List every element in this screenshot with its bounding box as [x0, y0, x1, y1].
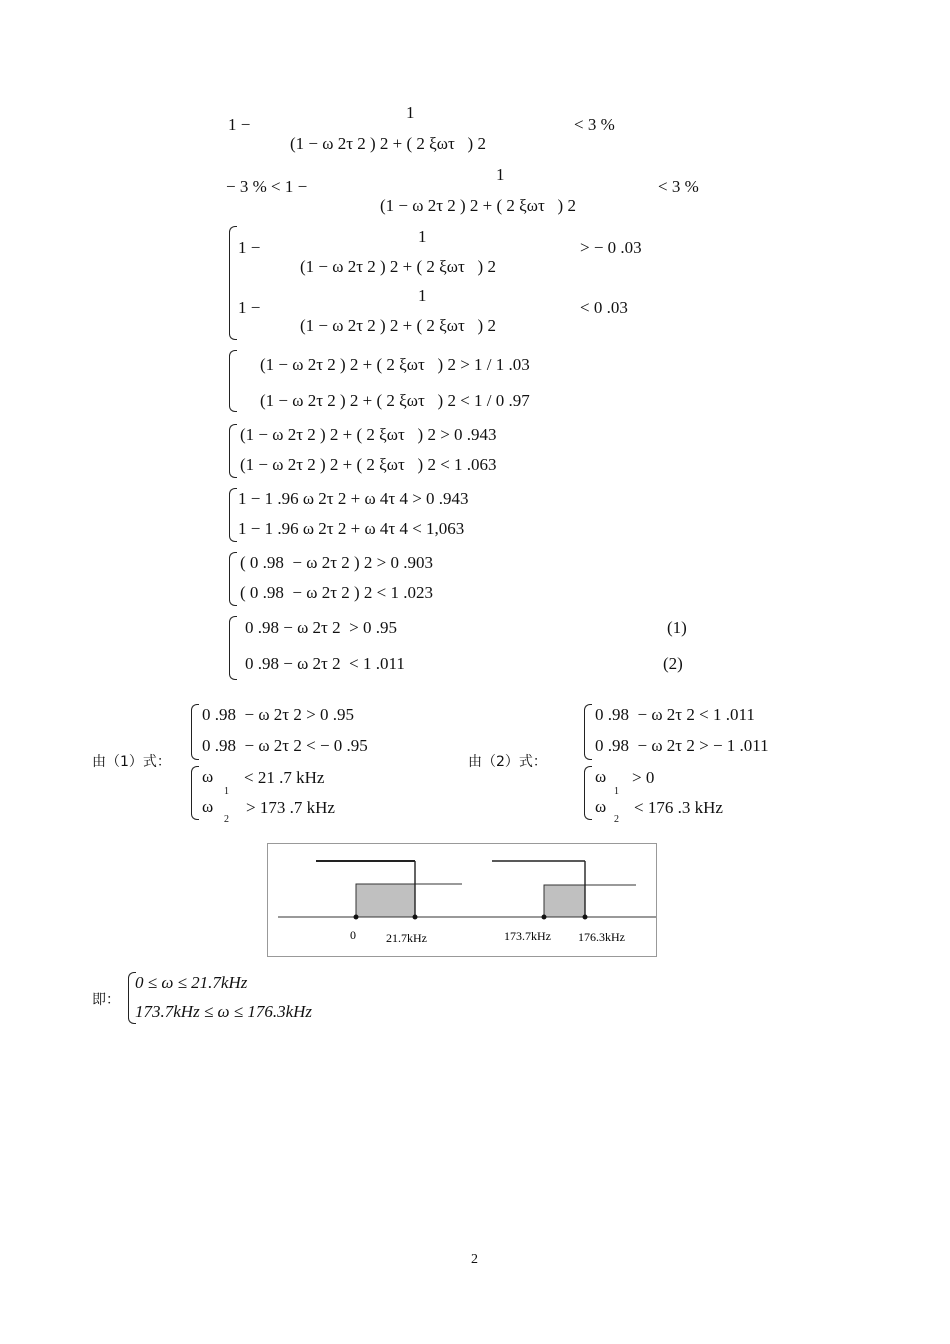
case2-top-line-1: 0 .98 − ω 2τ 2 < 1 .011	[595, 705, 755, 724]
sys1a-denominator: (1 − ω 2τ 2 ) 2 + ( 2 ξωτ ) 2	[300, 257, 496, 276]
sys6-line-1: 0 .98 − ω 2τ 2 > 0 .95	[245, 618, 397, 637]
eq1-denominator: (1 − ω 2τ 2 ) 2 + ( 2 ξωτ ) 2	[290, 134, 486, 153]
tick-label-173-7: 173.7kHz	[504, 929, 551, 943]
case2-omega-1: ω	[595, 767, 607, 786]
case1-range-1-text: < 21 .7 kHz	[244, 768, 325, 787]
sys1b-lhs: 1 −	[238, 298, 261, 317]
sys6-brace	[229, 616, 237, 680]
result-line-1: 0 ≤ ω ≤ 21.7kHz	[135, 973, 248, 992]
eq1-rhs: < 3 %	[574, 115, 615, 134]
sys1b-denominator: (1 − ω 2τ 2 ) 2 + ( 2 ξωτ ) 2	[300, 316, 496, 335]
sys1-brace	[229, 226, 237, 340]
eq2-denominator: (1 − ω 2τ 2 ) 2 + ( 2 ξωτ ) 2	[380, 196, 576, 215]
sys1a-rhs: > − 0 .03	[580, 238, 642, 257]
case1-omega-1: ω	[202, 767, 214, 786]
case2-top-brace	[584, 704, 592, 760]
tick-point-173-7	[542, 915, 547, 920]
passband-diagram	[268, 844, 656, 956]
case1-sub-1: 1	[224, 786, 229, 797]
case1-bottom-brace	[191, 766, 199, 820]
band-2-fill	[544, 885, 585, 917]
case2-range-1: > 0	[632, 768, 655, 787]
case2-range-2: < 176 .3 kHz	[634, 798, 723, 817]
sys4-line-1: 1 − 1 .96 ω 2τ 2 + ω 4τ 4 > 0 .943	[238, 489, 469, 508]
case1-range-2: > 173 .7 kHz	[246, 798, 335, 817]
sys2-line-1: (1 − ω 2τ 2 ) 2 + ( 2 ξωτ ) 2 > 1 / 1 .03	[260, 355, 530, 374]
band-1-fill	[356, 884, 415, 917]
eq2-rhs: < 3 %	[658, 177, 699, 196]
sys3-brace	[229, 424, 237, 478]
page-number: 2	[471, 1252, 478, 1267]
case1-top-line-2: 0 .98 − ω 2τ 2 < − 0 .95	[202, 736, 368, 755]
sys1b-numerator: 1	[418, 286, 427, 305]
case2-omega-2: ω	[595, 797, 607, 816]
tick-label-176-3: 176.3kHz	[578, 930, 625, 944]
sys3-line-1: (1 − ω 2τ 2 ) 2 + ( 2 ξωτ ) 2 > 0 .943	[240, 425, 497, 444]
case1-omega-2: ω	[202, 797, 214, 816]
tick-point-21-7	[413, 915, 418, 920]
eq1-numerator: 1	[406, 103, 415, 122]
case2-sub-1: 1	[614, 786, 619, 797]
passband-figure	[267, 843, 657, 957]
case1-top-line-1: 0 .98 − ω 2τ 2 > 0 .95	[202, 705, 354, 724]
eq2-lhs: − 3 % < 1 −	[226, 177, 308, 196]
sys5-line-1: ( 0 .98 − ω 2τ 2 ) 2 > 0 .903	[240, 553, 434, 572]
sys1a-numerator: 1	[418, 227, 427, 246]
sys5-brace	[229, 552, 237, 606]
case1-range-1	[244, 768, 324, 788]
result-line-2: 173.7kHz ≤ ω ≤ 176.3kHz	[135, 1002, 313, 1021]
tick-label-21-7: 21.7kHz	[386, 931, 427, 945]
sys5-line-2: ( 0 .98 − ω 2τ 2 ) 2 < 1 .023	[240, 583, 434, 602]
case1-sub-2: 2	[224, 814, 229, 825]
sys4-brace	[229, 488, 237, 542]
tick-label-0: 0	[350, 928, 356, 942]
eq-tag-1: (1)	[667, 618, 687, 637]
result-label: 即：	[92, 992, 120, 1008]
sys1a-lhs: 1 −	[238, 238, 261, 257]
sys3-line-2: (1 − ω 2τ 2 ) 2 + ( 2 ξωτ ) 2 < 1 .063	[240, 455, 497, 474]
sys2-line-2: (1 − ω 2τ 2 ) 2 + ( 2 ξωτ ) 2 < 1 / 0 .97	[260, 391, 530, 410]
sys6-line-2: 0 .98 − ω 2τ 2 < 1 .011	[245, 654, 405, 673]
eq2-numerator: 1	[496, 165, 505, 184]
eq-tag-2: (2)	[663, 654, 683, 673]
case2-top-line-2: 0 .98 − ω 2τ 2 > − 1 .011	[595, 736, 769, 755]
sys4-line-2: 1 − 1 .96 ω 2τ 2 + ω 4τ 4 < 1,063	[238, 519, 465, 538]
case1-label: 由（1）式：	[92, 754, 171, 770]
tick-point-176-3	[583, 915, 588, 920]
case1-top-brace	[191, 704, 199, 760]
sys2-brace	[229, 350, 237, 412]
case2-sub-2: 2	[614, 814, 619, 825]
case2-bottom-brace	[584, 766, 592, 820]
eq1-lhs: 1 −	[228, 115, 251, 134]
tick-point-0	[354, 915, 359, 920]
case2-label: 由（2）式：	[468, 754, 547, 770]
sys1b-rhs: < 0 .03	[580, 298, 628, 317]
